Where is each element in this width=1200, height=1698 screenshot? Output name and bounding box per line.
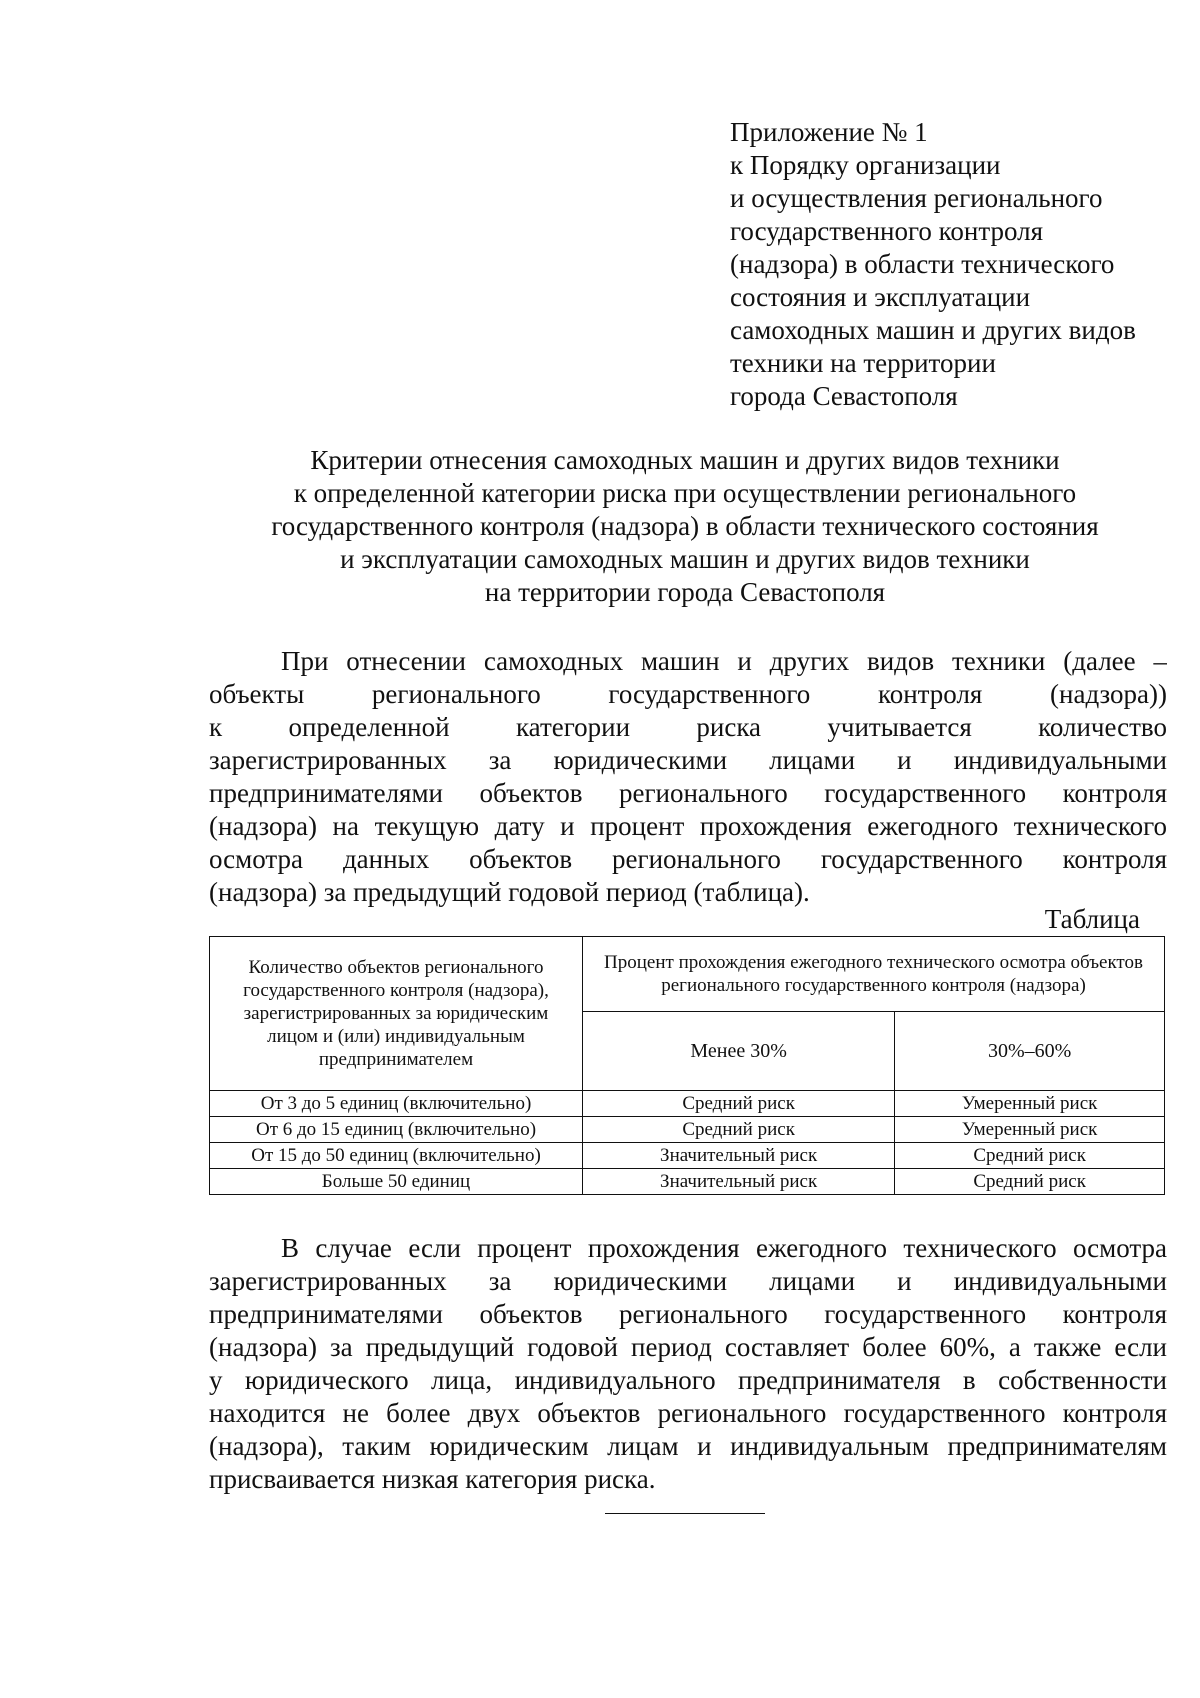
paragraph-line: В случае если процент прохождения ежегодного технического осмотра [281,1233,1167,1263]
paragraph-criteria [209,645,1167,909]
paragraph-line: предпринимателями объектов регионального государственного контроля [209,778,1167,808]
appendix-line: государственного контроля [730,216,1043,246]
paragraph-line: (надзора), таким юридическим лицам и индивидуальным предпринимателям [209,1431,1167,1461]
table-row [210,1143,1165,1169]
cell-count: От 3 до 5 единиц (включительно) [210,1091,583,1117]
paragraph-line: предпринимателями объектов регионального государственного контроля [209,1299,1167,1329]
title-line: государственного контроля (надзора) в области технического состояния [271,511,1099,541]
appendix-line: и осуществления регионального [730,183,1103,213]
cell-count: Больше 50 единиц [210,1169,583,1195]
paragraph-line: зарегистрированных за юридическими лицами и индивидуальными [209,745,1167,775]
appendix-line: (надзора) в области технического [730,249,1115,279]
appendix-line: Приложение № 1 [730,117,928,147]
document-title [200,444,1170,609]
appendix-line: к Порядку организации [730,150,1001,180]
cell-count: От 15 до 50 единиц (включительно) [210,1143,583,1169]
paragraph-line: находится не более двух объектов регионального государственного контроля [209,1398,1167,1428]
paragraph-line: у юридического лица, индивидуального предпринимателя в собственности [209,1365,1167,1395]
paragraph-low-risk [209,1232,1167,1496]
paragraph-line: (надзора) на текущую дату и процент прохождения ежегодного технического [209,811,1167,841]
appendix-line: техники на территории [730,348,996,378]
risk-table [209,936,1165,1195]
table-caption: Таблица [1044,904,1140,934]
cell-risk-less-30: Значительный риск [583,1143,895,1169]
cell-risk-30-60: Средний риск [895,1169,1165,1195]
subheader-30-60: 30%–60% [895,1012,1165,1091]
appendix-line: состояния и эксплуатации [730,282,1031,312]
cell-risk-30-60: Умеренный риск [895,1117,1165,1143]
paragraph-line: зарегистрированных за юридическими лицами и индивидуальными [209,1266,1167,1296]
header-object-count: Количество объектов регионального государственного контроля (надзора), зарегистрированных за юридическим лицом и (или) индивидуальным предпринимателем [210,937,583,1091]
paragraph-line: объекты регионального государственного контроля (надзора)) [209,679,1167,709]
paragraph-line: присваивается низкая категория риска. [209,1464,656,1494]
cell-risk-less-30: Средний риск [583,1091,895,1117]
appendix-line: города Севастополя [730,381,958,411]
title-line: на территории города Севастополя [484,577,886,607]
cell-risk-30-60: Средний риск [895,1143,1165,1169]
table-row [210,1117,1165,1143]
appendix-header [730,116,1170,413]
end-rule [605,1513,765,1514]
paragraph-line: При отнесении самоходных машин и других видов техники (далее – [281,646,1167,676]
table-row [210,1169,1165,1195]
paragraph-line: осмотра данных объектов регионального государственного контроля [209,844,1167,874]
title-line: Критерии отнесения самоходных машин и других видов техники [310,445,1060,475]
paragraph-line: (надзора) за предыдущий годовой период (таблица). [209,877,810,907]
header-inspection-percent: Процент прохождения ежегодного технического осмотра объектов регионального государственного контроля (надзора) [583,937,1165,1012]
paragraph-line: (надзора) за предыдущий годовой период составляет более 60%, а также если [209,1332,1167,1362]
cell-risk-less-30: Средний риск [583,1117,895,1143]
title-line: к определенной категории риска при осуществлении регионального [293,478,1077,508]
appendix-line: самоходных машин и других видов [730,315,1136,345]
table-header-row [210,937,1165,1012]
paragraph-line: к определенной категории риска учитывается количество [209,712,1167,742]
cell-risk-30-60: Умеренный риск [895,1091,1165,1117]
table-row [210,1091,1165,1117]
subheader-less-30: Менее 30% [583,1012,895,1091]
cell-count: От 6 до 15 единиц (включительно) [210,1117,583,1143]
cell-risk-less-30: Значительный риск [583,1169,895,1195]
title-line: и эксплуатации самоходных машин и других видов техники [340,544,1030,574]
